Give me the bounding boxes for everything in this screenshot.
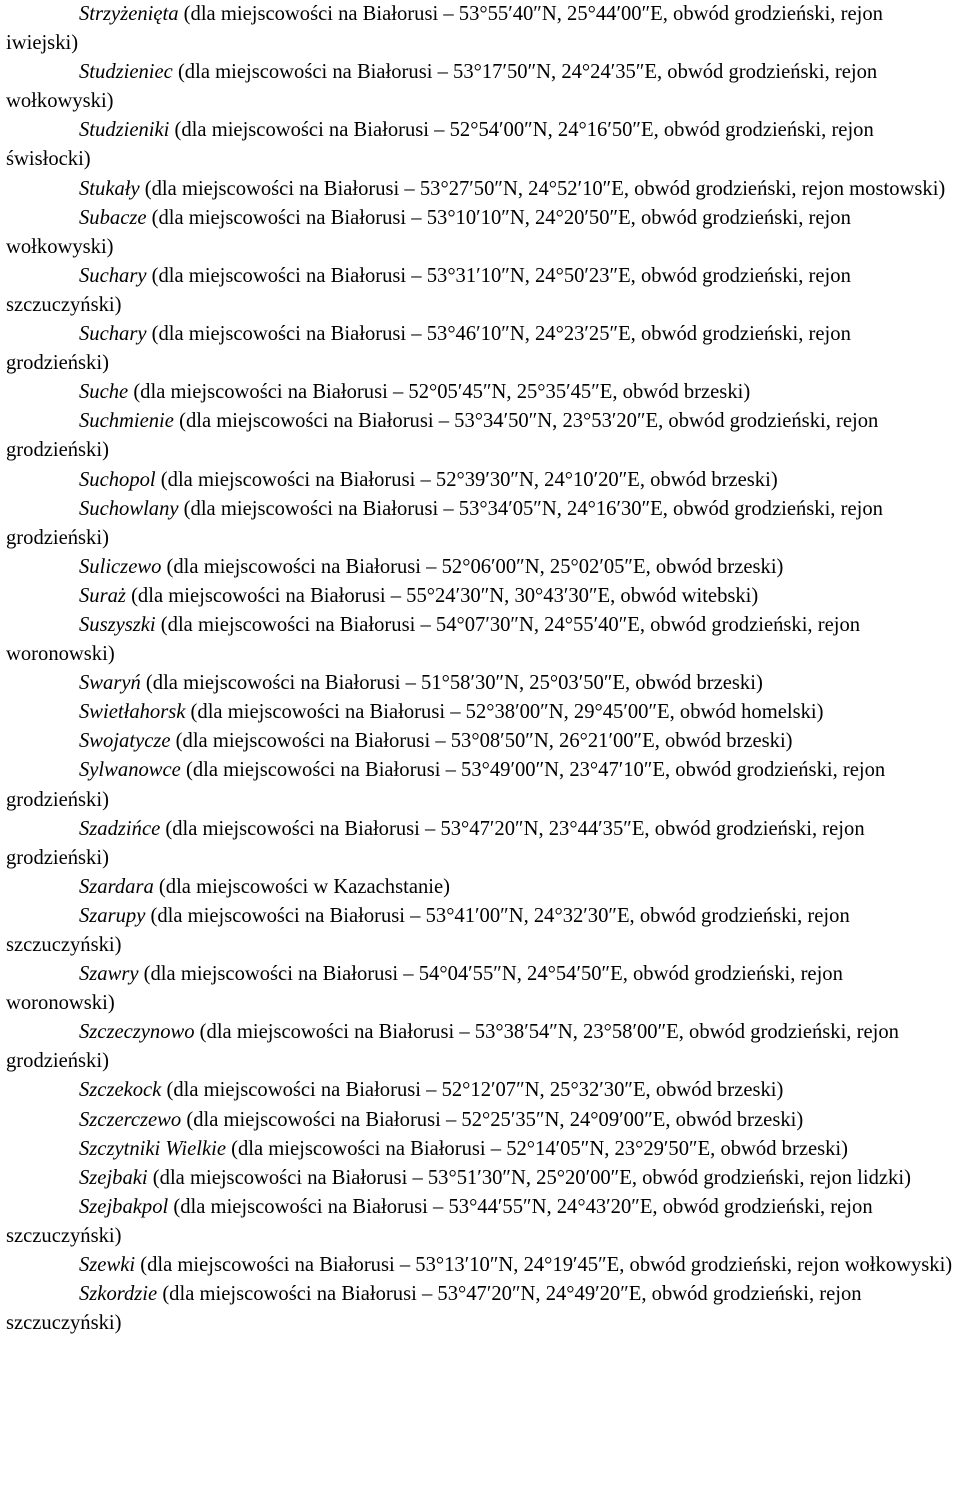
entry-description: (dla miejscowości na Białorusi – 52°25′35″N, 24°09′00″E, obwód brzeski) <box>181 1108 804 1131</box>
entry-name: Suchary <box>79 323 147 346</box>
list-item <box>6 698 956 727</box>
entry-description: (dla miejscowości na Białorusi – 52°39′30″N, 24°10′20″E, obwód brzeski) <box>155 468 778 491</box>
entry-name: Studzieniki <box>79 119 170 142</box>
list-item <box>6 466 956 495</box>
entry-name: Suchopol <box>79 468 156 491</box>
entry-name: Suraż <box>79 584 126 607</box>
list-item <box>6 1018 956 1076</box>
list-item <box>6 116 956 174</box>
entry-description: (dla miejscowości na Białorusi – 53°34′50″N, 23°53′20″E, obwód grodzieński, rejon grodzieński) <box>6 410 879 462</box>
list-item <box>6 175 956 204</box>
entry-name: Suchmienie <box>79 410 174 433</box>
list-item <box>6 1135 956 1164</box>
list-item <box>6 1106 956 1135</box>
entry-description: (dla miejscowości na Białorusi – 52°14′05″N, 23°29′50″E, obwód brzeski) <box>225 1137 848 1160</box>
list-item <box>6 1280 956 1338</box>
entry-description: (dla miejscowości na Białorusi – 55°24′30″N, 30°43′30″E, obwód witebski) <box>125 584 759 607</box>
entry-description: (dla miejscowości na Białorusi – 53°34′05″N, 24°16′30″E, obwód grodzieński, rejon grodzieński) <box>6 497 883 549</box>
entry-name: Subacze <box>79 206 147 229</box>
entry-description: (dla miejscowości na Białorusi – 53°27′50″N, 24°52′10″E, obwód grodzieński, rejon mostowski) <box>139 177 946 200</box>
entry-name: Szczerczewo <box>79 1108 182 1131</box>
list-item <box>6 1193 956 1251</box>
entry-name: Suche <box>79 381 129 404</box>
list-item <box>6 756 956 814</box>
entry-description: (dla miejscowości w Kazachstanie) <box>153 875 450 898</box>
entry-name: Strzyżenięta <box>79 3 179 25</box>
entry-name: Szczekock <box>79 1079 162 1102</box>
entry-description: (dla miejscowości na Białorusi – 53°47′20″N, 24°49′20″E, obwód grodzieński, rejon szczuczyński) <box>6 1283 862 1335</box>
entry-name: Suchowlany <box>79 497 179 520</box>
entry-name: Sylwanowce <box>79 759 181 782</box>
entry-description: (dla miejscowości na Białorusi – 52°12′07″N, 25°32′30″E, obwód brzeski) <box>161 1079 784 1102</box>
list-item <box>6 0 956 58</box>
entry-description: (dla miejscowości na Białorusi – 54°07′30″N, 24°55′40″E, obwód grodzieński, rejon woronowski) <box>6 613 861 666</box>
entry-description: (dla miejscowości na Białorusi – 51°58′30″N, 25°03′50″E, obwód brzeski) <box>140 672 763 695</box>
entry-name: Swaryń <box>79 672 141 695</box>
list-item <box>6 960 956 1018</box>
entry-description: (dla miejscowości na Białorusi – 53°31′10″N, 24°50′23″E, obwód grodzieński, rejon szczuczyński) <box>6 264 851 316</box>
entry-name: Swietłahorsk <box>79 701 186 724</box>
list-item <box>6 1164 956 1193</box>
entry-description: (dla miejscowości na Białorusi – 54°04′55″N, 24°54′50″E, obwód grodzieński, rejon woronowski) <box>6 963 843 1015</box>
entry-name: Stukały <box>79 177 140 200</box>
entry-name: Szejbaki <box>79 1166 148 1189</box>
list-item <box>6 727 956 756</box>
entry-description: (dla miejscowości na Białorusi – 53°13′10″N, 24°19′45″E, obwód grodzieński, rejon wołkowyski) <box>135 1254 953 1277</box>
entry-description: (dla miejscowości na Białorusi – 53°38′54″N, 23°58′00″E, obwód grodzieński, rejon grodzieński) <box>6 1021 899 1073</box>
entry-description: (dla miejscowości na Białorusi – 53°44′55″N, 24°43′20″E, obwód grodzieński, rejon szczuczyński) <box>6 1195 873 1247</box>
entry-name: Szardara <box>79 875 154 898</box>
entry-name: Szadzińce <box>79 817 161 840</box>
entry-description: (dla miejscowości na Białorusi – 53°46′10″N, 24°23′25″E, obwód grodzieński, rejon grodzieński) <box>6 323 851 375</box>
entry-description: (dla miejscowości na Białorusi – 53°17′50″N, 24°24′35″E, obwód grodzieński, rejon wołkowyski) <box>6 61 878 113</box>
entry-name: Szczytniki Wielkie <box>79 1137 226 1160</box>
list-item <box>6 262 956 320</box>
entry-name: Szawry <box>79 963 139 986</box>
entry-description: (dla miejscowości na Białorusi – 52°54′00″N, 24°16′50″E, obwód grodzieński, rejon świsłocki) <box>6 119 874 171</box>
entry-description: (dla miejscowości na Białorusi – 53°55′40″N, 25°44′00″E, obwód grodzieński, rejon iwiejski) <box>6 3 883 55</box>
entry-name: Swojatycze <box>79 730 171 753</box>
entry-description: (dla miejscowości na Białorusi – 53°08′50″N, 26°21′00″E, obwód brzeski) <box>170 730 793 753</box>
list-item <box>6 611 956 669</box>
list-item <box>6 582 956 611</box>
entry-description: (dla miejscowości na Białorusi – 53°10′10″N, 24°20′50″E, obwód grodzieński, rejon wołkowyski) <box>6 206 851 258</box>
entry-name: Szewki <box>79 1254 136 1277</box>
entry-name: Suliczewo <box>79 555 162 578</box>
entry-name: Szarupy <box>79 904 146 927</box>
list-item <box>6 204 956 262</box>
list-item <box>6 902 956 960</box>
list-item <box>6 553 956 582</box>
entry-description: (dla miejscowości na Białorusi – 52°05′45″N, 25°35′45″E, obwód brzeski) <box>128 381 751 404</box>
entry-name: Szczeczynowo <box>79 1021 195 1044</box>
entry-description: (dla miejscowości na Białorusi – 52°38′00″N, 29°45′00″E, obwód homelski) <box>185 701 824 724</box>
list-item <box>6 1251 956 1280</box>
entry-description: (dla miejscowości na Białorusi – 53°51′30″N, 25°20′00″E, obwód grodzieński, rejon lidzki) <box>147 1166 911 1189</box>
list-item <box>6 873 956 902</box>
entry-name: Studzieniec <box>79 61 173 84</box>
list-item <box>6 495 956 553</box>
entry-name: Suszyszki <box>79 613 156 636</box>
list-item <box>6 378 956 407</box>
entry-description: (dla miejscowości na Białorusi – 53°47′20″N, 23°44′35″E, obwód grodzieński, rejon grodzieński) <box>6 817 865 869</box>
list-item <box>6 669 956 698</box>
entry-name: Suchary <box>79 264 147 287</box>
entry-description: (dla miejscowości na Białorusi – 53°41′00″N, 24°32′30″E, obwód grodzieński, rejon szczuczyński) <box>6 904 850 956</box>
list-item <box>6 320 956 378</box>
entry-name: Szkordzie <box>79 1283 158 1306</box>
entry-name: Szejbakpol <box>79 1195 169 1218</box>
list-item <box>6 58 956 116</box>
list-item <box>6 815 956 873</box>
list-item <box>6 1076 956 1105</box>
entry-description: (dla miejscowości na Białorusi – 52°06′00″N, 25°02′05″E, obwód brzeski) <box>161 555 784 578</box>
list-item <box>6 407 956 465</box>
entry-description: (dla miejscowości na Białorusi – 53°49′00″N, 23°47′10″E, obwód grodzieński, rejon grodzieński) <box>6 759 886 811</box>
